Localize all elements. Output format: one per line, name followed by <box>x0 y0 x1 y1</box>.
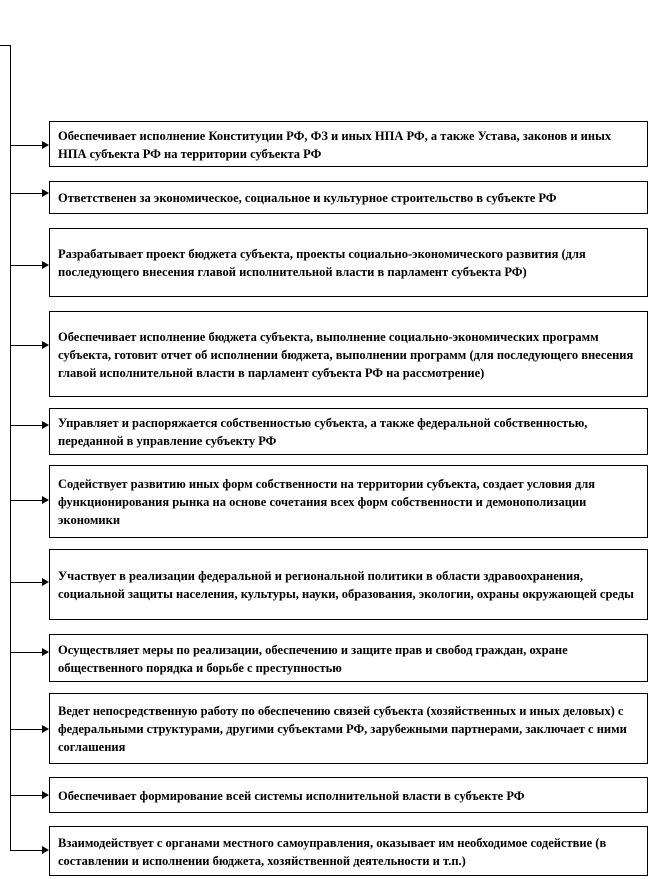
connector-line-5 <box>10 425 44 426</box>
connector-line-3 <box>10 265 44 266</box>
arrow-head-7 <box>42 578 49 586</box>
arrow-head-3 <box>42 261 49 269</box>
arrow-head-4 <box>42 341 49 349</box>
function-box-10 <box>49 777 648 813</box>
connector-line-7 <box>10 582 44 583</box>
connector-line-1 <box>10 145 44 146</box>
function-box-6 <box>49 465 648 538</box>
function-text-3: Разрабатывает проект бюджета субъекта, проекты социально-экономического развития (для последующего внесения главой исполнительной власти в парламент субъекта РФ) <box>58 247 586 279</box>
function-box-2 <box>49 181 648 214</box>
arrow-head-10 <box>42 791 49 799</box>
spine-cap-line <box>0 45 10 46</box>
arrow-head-11 <box>42 846 49 854</box>
arrow-head-9 <box>42 725 49 733</box>
arrow-head-1 <box>42 141 49 149</box>
arrow-head-5 <box>42 421 49 429</box>
function-text-10: Обеспечивает формирование всей системы исполнительной власти в субъекте РФ <box>58 788 525 803</box>
connector-line-4 <box>10 345 44 346</box>
arrow-head-8 <box>42 648 49 656</box>
function-text-5: Управляет и распоряжается собственностью субъекта, а также федеральной собственностью, переданной в управление субъекту РФ <box>58 416 588 448</box>
arrow-head-6 <box>42 496 49 504</box>
function-text-9: Ведет непосредственную работу по обеспечению связей субъекта (хозяйственных и иных деловых) с федеральными структурами, другими субъектами РФ, зарубежными партнерами, заключает с ними соглашения <box>58 704 627 754</box>
function-box-8 <box>49 634 648 682</box>
function-box-1 <box>49 121 648 167</box>
connector-line-6 <box>10 500 44 501</box>
function-box-11 <box>49 826 648 876</box>
function-box-5 <box>49 408 648 455</box>
function-text-2: Ответственен за экономическое, социальное и культурное строительство в субъекте РФ <box>58 191 557 205</box>
connector-line-2 <box>10 193 44 194</box>
function-box-4 <box>49 311 648 397</box>
function-text-7: Участвует в реализации федеральной и региональной политики в области здравоохранения, социальной защиты населения, культуры, науки, образования, экологии, охраны окружающей среды <box>58 569 634 601</box>
function-text-6: Содействует развитию иных форм собственности на территории субъекта, создает условия для функционирования рынка на основе сочетания всех форм собственности и демонополизации экономики <box>58 477 596 527</box>
function-box-9 <box>49 693 648 764</box>
function-text-11: Взаимодействует с органами местного самоуправления, оказывает им необходимое содействие (в составлении и исполнении бюджета, хозяйственной деятельности и т.п.) <box>58 835 607 868</box>
function-text-1: Обеспечивает исполнение Конституции РФ, ФЗ и иных НПА РФ, а также Устава, законов и иных НПА субъекта РФ на территории субъекта РФ <box>58 128 612 161</box>
arrow-head-2 <box>42 189 49 197</box>
connector-line-9 <box>10 729 44 730</box>
connector-line-10 <box>10 795 44 796</box>
function-text-4: Обеспечивает исполнение бюджета субъекта, выполнение социально-экономических программ субъекта, готовит отчет об исполнении бюджета, выполнении программ (для последующего внесения главой исполнительной власти в парламент субъекта РФ на рассмотрение) <box>58 329 634 380</box>
function-box-7 <box>49 549 648 620</box>
connector-line-11 <box>10 850 44 851</box>
function-text-8: Осуществляет меры по реализации, обеспечению и защите прав и свобод граждан, охране общественного порядка и борьбе с преступностью <box>58 642 568 675</box>
connector-line-8 <box>10 652 44 653</box>
function-box-3 <box>49 228 648 297</box>
